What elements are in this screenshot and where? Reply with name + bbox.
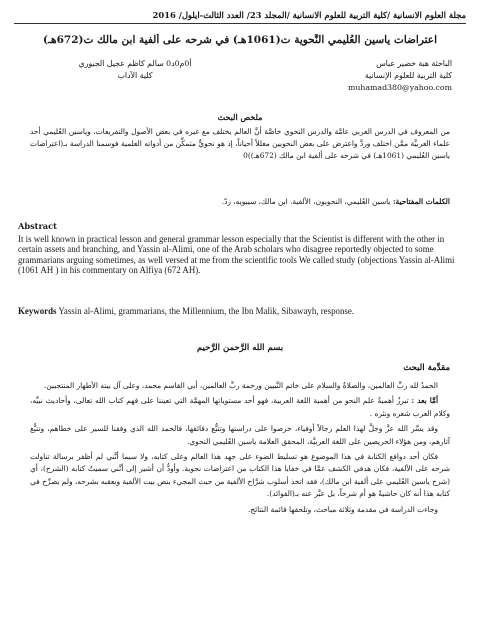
intro-heading: مقدِّمة البحث [403, 363, 450, 373]
author-email: muhamad380@yahoo.com [347, 83, 452, 92]
abstract-heading-arabic: ملخص البحث [217, 112, 263, 122]
basmala: بسم الله الرَّحمن الرَّحيم [196, 343, 284, 353]
intro-paragraph [30, 395, 450, 420]
keywords-arabic-label: الكلمات المفتاحية: [392, 197, 450, 206]
paper-title: اعتراضات ياسين العُلَيمي النَّحوية ت(1061هـ) في شرحه على ألفية ابن مالك ت(672هـ) [43, 34, 437, 46]
running-head: مجلة العلوم الانسانية /كلية التربية للعلوم الانسانية /المجلد 23/ العدد الثالث-ايلول/ 2016 [14, 10, 466, 24]
author-block-second [40, 58, 230, 82]
abstract-heading-english: Abstract [18, 221, 57, 231]
keywords-arabic-text: ياسين العُليمي، النحويون، الألفية، ابن مالك، سيبويه، ردّ. [221, 197, 391, 206]
author-affiliation: كلية التربية للعلوم الإنسانية [364, 71, 452, 80]
keywords-english-text: Yassin al-Alimi, grammarians, the Millennium, the Ibn Malik, Sibawayh, response. [58, 306, 354, 316]
author-name: الباحثة هبة خضير عباس [376, 59, 452, 68]
author-block-first [262, 58, 452, 94]
author-name: أ0م0د0 سالم كاظم عجيل الجبوري [78, 59, 192, 68]
keywords-arabic [30, 196, 450, 208]
abstract-english: It is well known in practical lesson and general grammar lesson especially that the Scientist is different with the other in certain assets and branching, and Yassin al-Alimi, one of the Arab scholars who disagree reportedly objected to some grammarians arguing sometimes, as well versed at me from the scientific tools We called study (objections Yassin al-Alimi (1061 AH ) in his commentary on Alfiya (672 AH). [18, 234, 455, 276]
intro-paragraph: وقد يسَّر الله عزَّ وجلَّ لهذا العلم رجالاً أوفياء، حرصوا على دراستها وتتبُّع دقائقها، فالحمد الله الذي وفقنا للسير على خطاهم، وتتبُّع آثارهم، ومن هؤلاء الحريصين على اللغة العربيَّة، المحقق العلامة ياسين العُليمي النحوي. [30, 424, 450, 446]
author-affiliation: كلية الآداب [117, 71, 153, 80]
intro-paragraph: فكان أحد دوافع الكتابة في هذا الموضوع هو تسليط الضوء على جهد هذا العالم وعلى كتابه، ولا سيما أنَّني لم أظفر برسالة تناولت شرحه على الألفية، فكان هدفي الكشف عمَّا في خفايا هذا الكتاب من اعتراضات نحوية. وأودُّ أن أشير إلى أنَّني سميتُ كتابه (الشرح)، أي (شرح ياسين العُليمي على ألفية ابن مالك)، فقد اتخذ أسلوب شرَّاح الألفية من حيث المجيء بنص بيت الألفية وبعقبه بشرحه، ولم يصرِّح في كتابه هذا أنه كان حاشيةً هو أم شرحاً، بل عبَّر عنه بـ(الفوائد). [30, 452, 450, 499]
intro-body [30, 380, 450, 519]
intro-paragraph: الحمدُ لله ربِّ العالمين، والصلاةُ والسلام على خاتم النَّبيين ورحمة ربِّ العالمين، أبي القاسم محمد، وعلى آل بيته الأطهار المنتجبين. [43, 381, 438, 390]
intro-lead: أمَّا بعد : [411, 396, 439, 406]
abstract-arabic: من المعروف في الدرس العربي عامَّة والدرس النحوي خاصَّة أنَّ العالم يختلف مع غيره في بعض الأصول والتفريعات، وياسين العُليمي أحد علماء العربيَّة ممَّن اختلف وردَّ واعترض على بعض النحويين معللاً أحياناً، إذ هو نحويٌّ متمكِّن من أدواته العلمية فوسمنا الدراسة بـ(اعتراضات ياسين العُليمي (1061هـ) في شرحه على ألفية ابن مالك (672هـ))0 [30, 127, 450, 160]
intro-paragraph: وجاءت الدراسة في مقدمة وثلاثة مباحث، وتلحقها قائمة النتائج. [248, 504, 438, 514]
keywords-english [18, 306, 460, 316]
intro-paragraph-text: تبرزُ أهميةُ علم النحو من أهمية اللغة العربية، فهو أحد مستوياتها المهمَّة التي تعيننا على فهم كتاب الله تعالى، وأحاديث نبيِّه، وكلام العرب شعره ونثره . [30, 396, 450, 418]
keywords-english-label: Keywords [18, 306, 57, 316]
